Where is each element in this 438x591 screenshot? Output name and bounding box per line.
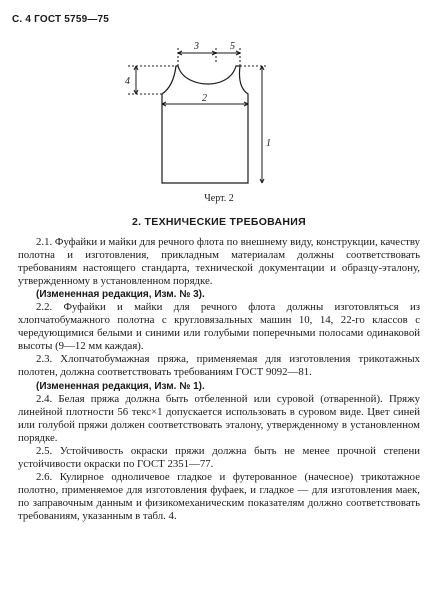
garment-outline [162,66,248,183]
paragraph-2-4: 2.4. Белая пряжа должна быть отбеленной или суровой (отваренной). Пряжу линейной плотности 56 текс×1 допускается использовать в суровом виде. Цвет синей или голубой пряжи должен соответствовать эталону, утвержденному в установленном порядке. [18,392,420,444]
dim-label-3: 3 [194,41,199,52]
body-text [18,236,420,523]
paragraph-2-3: 2.3. Хлопчатобумажная пряжа, применяемая для изготовления трикотажных полотен, должна соответствовать требованиям ГОСТ 9092—81. [18,353,420,379]
paragraph-2-1: 2.1. Фуфайки и майки для речного флота по внешнему виду, конструкции, качеству полотна и изготовления, прикладным материалам должны соответствовать требованиям настоящего стандарта, технической документации и образцу-эталону, утвержденному в установленном порядке. [18,236,420,288]
paragraph-2-5: 2.5. Устойчивость окраски пряжи должна быть не менее прочной степени устойчивости окраски по ГОСТ 2351—77. [18,444,420,470]
figure-caption: Черт. 2 [204,193,234,204]
page-header: С. 4 ГОСТ 5759—75 [12,14,110,25]
amendment-note: (Измененная редакция, Изм. № 3). [36,289,205,301]
tank-top-diagram [120,38,300,188]
dim-label-1: 1 [266,138,271,149]
dim-label-2: 2 [202,93,207,104]
section-title: 2. ТЕХНИЧЕСКИЕ ТРЕБОВАНИЯ [131,216,307,228]
paragraph-2-6: 2.6. Кулирное одноличевое гладкое и футерованное (начесное) трикотажное полотно, применяемое для изготовления фуфаек, и гладкое — для изготовления маек, по заправочным данным и физикомеханическим показателям должно соответствовать требованиям, указанным в табл. 4. [18,470,420,522]
dim-label-5: 5 [230,41,235,52]
dim-label-4: 4 [125,76,130,87]
garment-drawing [120,38,300,188]
amendment-note: (Измененная редакция, Изм. № 1). [36,380,205,392]
paragraph-2-2: 2.2. Фуфайки и майки для речного флота должны изготовляться из хлопчатобумажного полотна с кругловязальных машин 10, 14, 22-го классов с чередующимися белыми и синими или голубыми поперечными полосами одинаковой высоты (9—12 мм каждая). [18,301,420,353]
